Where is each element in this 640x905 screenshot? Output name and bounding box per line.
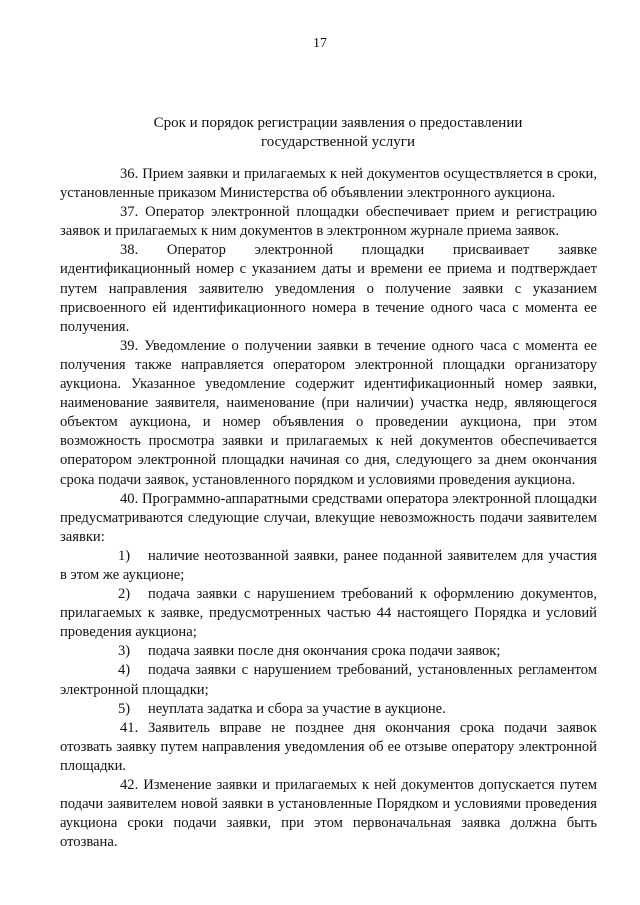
list-item-number: 1) — [118, 547, 131, 564]
list-item-number: 4) — [118, 662, 131, 679]
list-item-text: неуплата задатка и сбора за участие в аукционе. — [148, 700, 446, 717]
list-item-number: 3) — [118, 643, 131, 660]
list-item-text: наличие неотозванной заявки, ранее поданной заявителем для участия в этом же аукционе; — [60, 547, 597, 583]
list-item-number: 5) — [118, 700, 131, 717]
list-item — [60, 661, 597, 699]
paragraph-40: 40. Программно-аппаратными средствами оператора электронной площадки предусматриваются следующие случаи, влекущие невозможность подачи заявителем заявки: — [60, 490, 597, 545]
paragraph-42: 42. Изменение заявки и прилагаемых к ней документов допускается путем подачи заявителем новой заявки в установленные Порядком и условиями проведения аукциона сроки подачи заявки, при этом первоначальная заявка должна быть отозвана. — [60, 777, 597, 851]
paragraph-38: 38. Оператор электронной площадки присваивает заявке идентификационный номер с указанием даты и времени ее приема и подтверждает путем направления заявителю уведомления о получение заявки с указанием присвоенного ей идентификационного номера в течение одного часа с момента ее получения. — [60, 242, 597, 335]
paragraph-39: 39. Уведомление о получении заявки в течение одного часа с момента ее получения также направляется оператором электронной площадки организатору аукциона. Указанное уведомление содержит идентификационный номер заявки, наименование заявителя, наименование (при наличии) участка недр, являющегося объектом аукциона, и номер объявления о проведении аукциона, при этом возможность просмотра заявки и прилагаемых к ней документов обеспечивается оператором электронной площадки начиная со дня, следующего за днем окончания срока подачи заявок, установленного порядком и условиями проведения аукциона. — [60, 337, 597, 488]
list-item — [60, 642, 597, 661]
document-body — [60, 165, 597, 852]
list-item — [60, 585, 597, 642]
list-item-text: подача заявки с нарушением требований к оформлению документов, прилагаемых к заявке, предусмотренных частью 44 настоящего Порядка и условий проведения аукциона; — [60, 586, 597, 641]
list-item — [60, 700, 597, 719]
list-item — [60, 547, 597, 585]
paragraph-41: 41. Заявитель вправе не позднее дня окончания срока подачи заявок отозвать заявку путем направления уведомления об ее отзыве оператору электронной площадки. — [60, 719, 597, 774]
list-item-text: подача заявки после дня окончания срока подачи заявок; — [148, 643, 501, 660]
list-item-text: подача заявки с нарушением требований, установленных регламентом электронной площадки; — [60, 662, 597, 698]
section-title — [100, 114, 576, 152]
paragraph-36: 36. Прием заявки и прилагаемых к ней документов осуществляется в сроки, установленные приказом Министерства об объявлении электронного аукциона. — [60, 166, 597, 202]
list-item-number: 2) — [118, 586, 131, 603]
section-title-line-2: государственной услуги — [261, 134, 415, 150]
section-title-line-1: Срок и порядок регистрации заявления о предоставлении — [153, 115, 523, 131]
page-number: 17 — [313, 36, 327, 51]
paragraph-37: 37. Оператор электронной площадки обеспечивает прием и регистрацию заявок и прилагаемых к ним документов в электронном журнале приема заявок. — [60, 204, 597, 240]
